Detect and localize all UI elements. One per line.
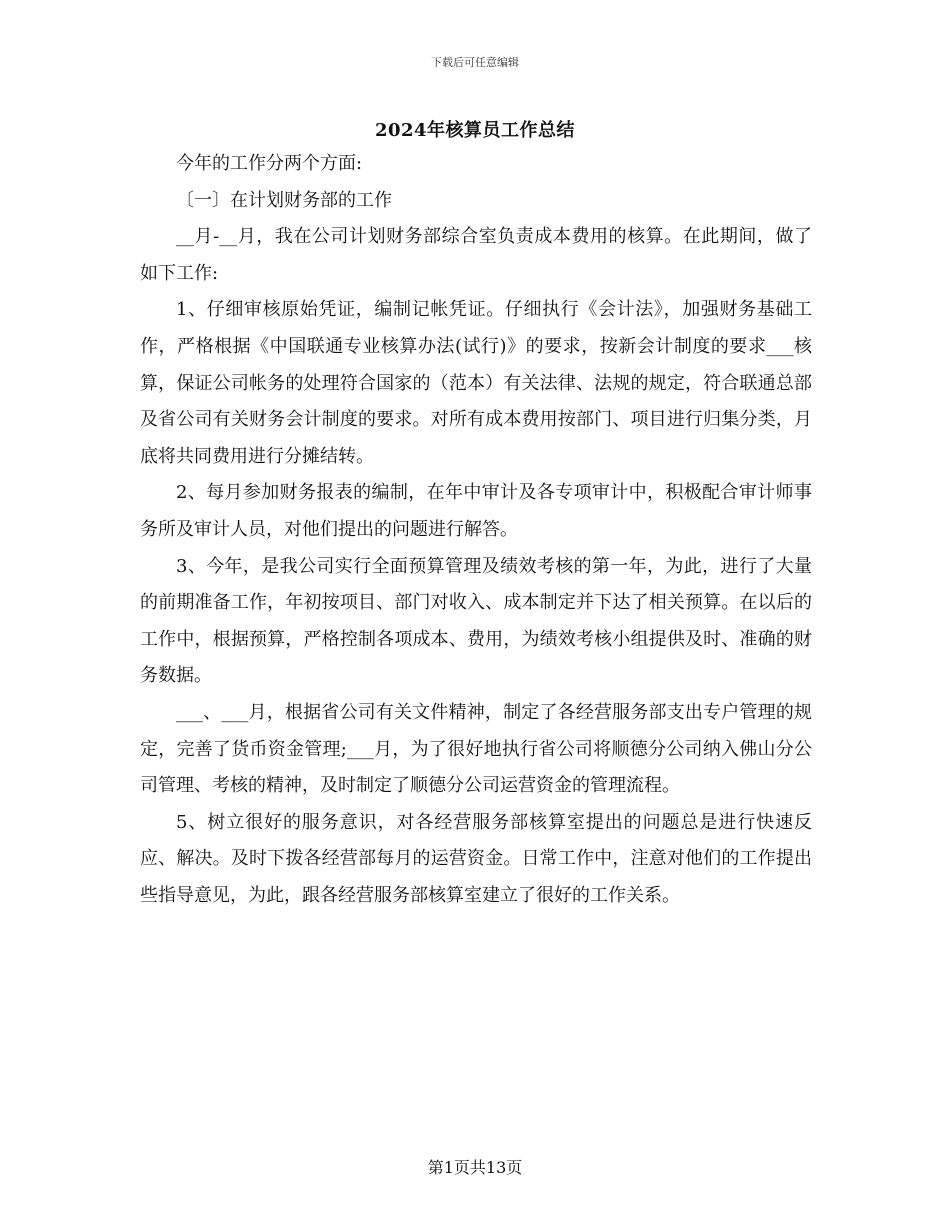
header-note: 下载后可任意编辑 bbox=[431, 56, 519, 69]
section-heading: 〔一〕在计划财务部的工作 bbox=[176, 189, 392, 211]
document-title: 2024年核算员工作总结 bbox=[374, 120, 576, 141]
paragraph-item-2: 2、每月参加财务报表的编制，在年中审计及各专项审计中，积极配合审计师事务所及审计人员，对他们提出的问题进行解答。 bbox=[140, 482, 812, 540]
paragraph-period: __月-__月，我在公司计划财务部综合室负责成本费用的核算。在此期间，做了如下工作: bbox=[140, 226, 812, 284]
paragraph-item-1: 1、仔细审核原始凭证，编制记帐凭证。仔细执行《会计法》，加强财务基础工作，严格根据《中国联通专业核算办法(试行)》的要求，按新会计制度的要求___核算，保证公司帐务的处理符合国家的（范本）有关法律、法规的规定，符合联通总部及省公司有关财务会计制度的要求。对所有成本费用按部门、项目进行归集分类，月底将共同费用进行分摊结转。 bbox=[140, 299, 812, 467]
paragraph-item-3: 3、今年，是我公司实行全面预算管理及绩效考核的第一年，为此，进行了大量的前期准备工作，年初按项目、部门对收入、成本制定并下达了相关预算。在以后的工作中，根据预算，严格控制各项成本、费用，为绩效考核小组提供及时、准确的财务数据。 bbox=[140, 555, 812, 687]
paragraph-item-5: 5、树立很好的服务意识，对各经营服务部核算室提出的问题总是进行快速反应、解决。及时下拨各经营部每月的运营资金。日常工作中，注意对他们的工作提出些指导意见，为此，跟各经营服务部核算室建立了很好的工作关系。 bbox=[140, 811, 812, 906]
document-body bbox=[140, 146, 812, 914]
paragraph-intro: 今年的工作分两个方面: bbox=[176, 153, 363, 174]
paragraph-item-4: ___、___月，根据省公司有关文件精神，制定了各经营服务部支出专户管理的规定，完善了货币资金管理;___月，为了很好地执行省公司将顺德分公司纳入佛山分公司管理、考核的精神，及时制定了顺德分公司运营资金的管理流程。 bbox=[140, 701, 812, 797]
page-footer: 第1页共13页 bbox=[427, 1158, 523, 1177]
